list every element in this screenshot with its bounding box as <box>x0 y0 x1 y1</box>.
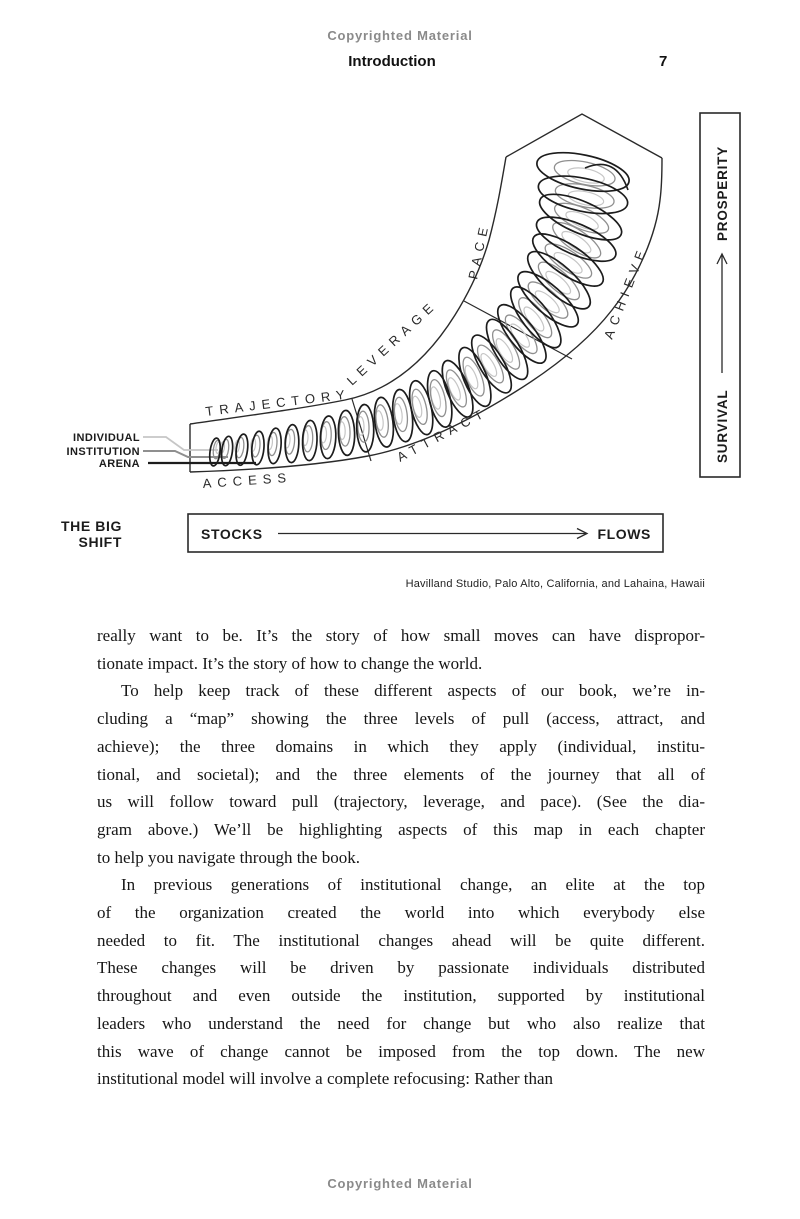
paragraph <box>97 871 705 1093</box>
leverage-label: LEVERAGE <box>343 296 441 389</box>
survival-label: SURVIVAL <box>715 389 730 463</box>
text-line: this wave of change cannot be imposed from the top down. The new <box>97 1041 705 1061</box>
credit-caption: Havilland Studio, Palo Alto, California, and Lahaina, Hawaii <box>405 578 705 590</box>
text-line: really want to be. It’s the story of how small moves can have dispropor- <box>97 626 705 645</box>
text-line: of the organization created the world into which everybody else <box>97 903 705 923</box>
stocks-label: STOCKS <box>201 526 263 542</box>
header-copyright-notice: Copyrighted Material <box>327 28 473 43</box>
stocks-flows-arrow <box>278 529 587 539</box>
access-label: ACCESS <box>202 469 293 491</box>
footer-copyright-notice: Copyrighted Material <box>327 1176 473 1191</box>
flows-label: FLOWS <box>597 526 651 542</box>
survival-prosperity-axis <box>700 113 740 477</box>
attract-label: ATTRACT <box>394 403 491 465</box>
individual-leader-line <box>143 437 218 450</box>
stocks-flows-box <box>188 514 663 552</box>
journey-band-outline <box>190 114 662 472</box>
institution-label: INSTITUTION <box>66 446 140 458</box>
band-pentagon-cap <box>506 114 662 158</box>
text-line: tional, and societal); and the three elements of the journey that all of <box>97 764 705 784</box>
text-line: To help keep track of these different aspects of our book, we’re in- <box>121 681 705 701</box>
text-line: to help you navigate through the book. <box>97 847 360 867</box>
text-line: These changes will be driven by passionate individuals distributed <box>97 958 705 978</box>
text-line: throughout and even outside the institution, supported by institutional <box>97 986 705 1006</box>
text-line: institutional model will involve a complete refocusing: Rather than <box>97 1069 554 1089</box>
institution-leader-line <box>143 451 228 457</box>
achieve-label: ACHIEVE <box>600 243 651 342</box>
text-line: us will follow toward pull (trajectory, leverage, and pace). (See the dia- <box>97 792 705 812</box>
band-top-boundary <box>190 157 506 424</box>
body-text <box>97 622 705 1093</box>
individual-label: INDIVIDUAL <box>73 432 140 444</box>
arena-label: ARENA <box>98 458 140 470</box>
text-line: achieve); the three domains in which they apply (individual, institu- <box>97 736 705 756</box>
prosperity-label: PROSPERITY <box>715 145 730 241</box>
text-line: cluding a “map” showing the three levels of pull (access, attract, and <box>97 709 705 729</box>
paragraph <box>97 622 705 677</box>
axis-arrow <box>717 254 727 373</box>
pace-label: PACE <box>465 220 493 281</box>
running-head-chapter: Introduction <box>348 53 436 70</box>
text-line: In previous generations of institutional change, an elite at the top <box>121 875 705 895</box>
text-line: gram above.) We’ll be highlighting aspects of this map in each chapter <box>97 819 705 839</box>
big-shift-title-line1: THE BIG <box>61 518 122 534</box>
trajectory-label: TRAJECTORY <box>204 386 352 419</box>
big-shift-title-line2: SHIFT <box>78 534 122 550</box>
text-line: needed to fit. The institutional changes ahead will be quite different. <box>97 930 705 950</box>
text-line: leaders who understand the need for change but who also realize that <box>97 1013 705 1033</box>
paragraph <box>97 677 705 871</box>
text-line: tionate impact. It’s the story of how to change the world. <box>97 653 483 673</box>
page-number: 7 <box>659 53 668 70</box>
